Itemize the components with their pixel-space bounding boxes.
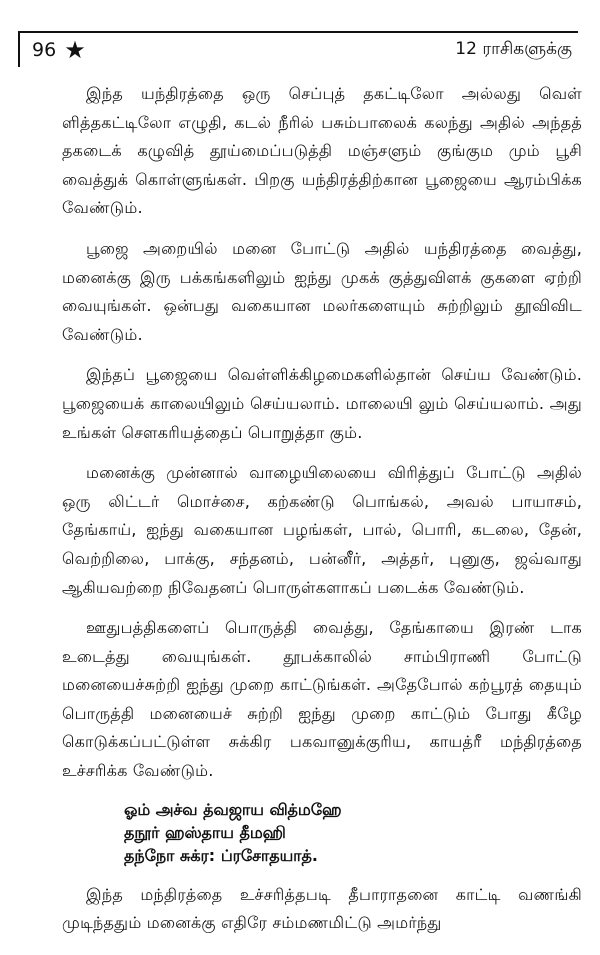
header-left <box>20 38 86 62</box>
paragraph-3: இந்தப் பூஜையை வெள்ளிக்கிழமைகளில்தான் செய்ய வேண்டும். பூஜையைக் காலையிலும் செய்யலாம். மாலையி லும் செய்யலாம். அது உங்கள் சௌகரியத்தைப் பொறுத்தா கும். <box>62 365 582 442</box>
mantra-line-3: தந்நோ சுக்ர: ப்ரசோதயாத். <box>124 845 319 865</box>
page-header <box>18 31 578 67</box>
gayatri-mantra <box>124 798 582 867</box>
star-icon: ★ <box>64 36 86 64</box>
paragraph-1: இந்த யந்திரத்தை ஒரு செப்புத் தகட்டிலோ அல்லது வெள் ளித்தகட்டிலோ எழுதி, கடல் நீரில் பசும்பாலைக் கலந்து அதில் அந்தத் தகடைக் கழுவித் தூய்மைப்படுத்தி மஞ்சளும் குங்கும மும் பூசி வைத்துக் கொள்ளுங்கள். பிறகு யந்திரத்திற்கான பூஜையை ஆரம்பிக்க வேண்டும். <box>62 84 582 218</box>
mantra-line-1: ஓம் அச்வ த்வஜாய வித்மஹே <box>124 799 342 819</box>
paragraph-2: பூஜை அறையில் மனை போட்டு அதில் யந்திரத்தை வைத்து, மனைக்கு இரு பக்கங்களிலும் ஐந்து முகக் குத்துவிளக் குகளை ஏற்றி வையுங்கள். ஒன்பது வகையான மலர்களையும் சுற்றிலும் தூவிவிட வேண்டும். <box>62 238 582 344</box>
running-title: 12 ராசிகளுக்கு <box>455 39 572 59</box>
closing-paragraph: இந்த மந்திரத்தை உச்சரித்தபடி தீபாராதனை காட்டி வணங்கி முடிந்ததும் மனைக்கு எதிரே சம்மணமிட்டு அமர்ந்து <box>62 884 582 933</box>
page-content <box>62 80 582 950</box>
paragraph-5: ஊதுபத்திகளைப் பொருத்தி வைத்து, தேங்காயை இரண் டாக உடைத்து வையுங்கள். தூபக்காலில் சாம்பிராணி போட்டு மனையைச்சுற்றி ஐந்து முறை காட்டுங்கள். அதேபோல் கற்பூரத் தையும் பொருத்தி மனையைச் சுற்றி ஐந்து முறை காட்டும் போது கீழே கொடுக்கப்பட்டுள்ள சுக்கிர பகவானுக்குரிய, காயத்ரீ மந்திரத்தை உச்சரிக்க வேண்டும். <box>62 618 582 781</box>
mantra-line-2: தநூர் ஹஸ்தாய தீமஹி <box>124 822 286 842</box>
paragraph-4: மனைக்கு முன்னால் வாழையிலையை விரித்துப் போட்டு அதில் ஒரு லிட்டர் மொச்சை, கற்கண்டு பொங்கல், அவல் பாயாசம், தேங்காய், ஐந்து வகையான பழங்கள், பால், பொரி, கடலை, தேன், வெற்றிலை, பாக்கு, சந்தனம், பன்னீர், அத்தர், புனுகு, ஜவ்வாது ஆகியவற்றை நிவேதனப் பொருள்களாகப் படைக்க வேண்டும். <box>62 463 582 597</box>
page-number: 96 <box>32 39 57 61</box>
